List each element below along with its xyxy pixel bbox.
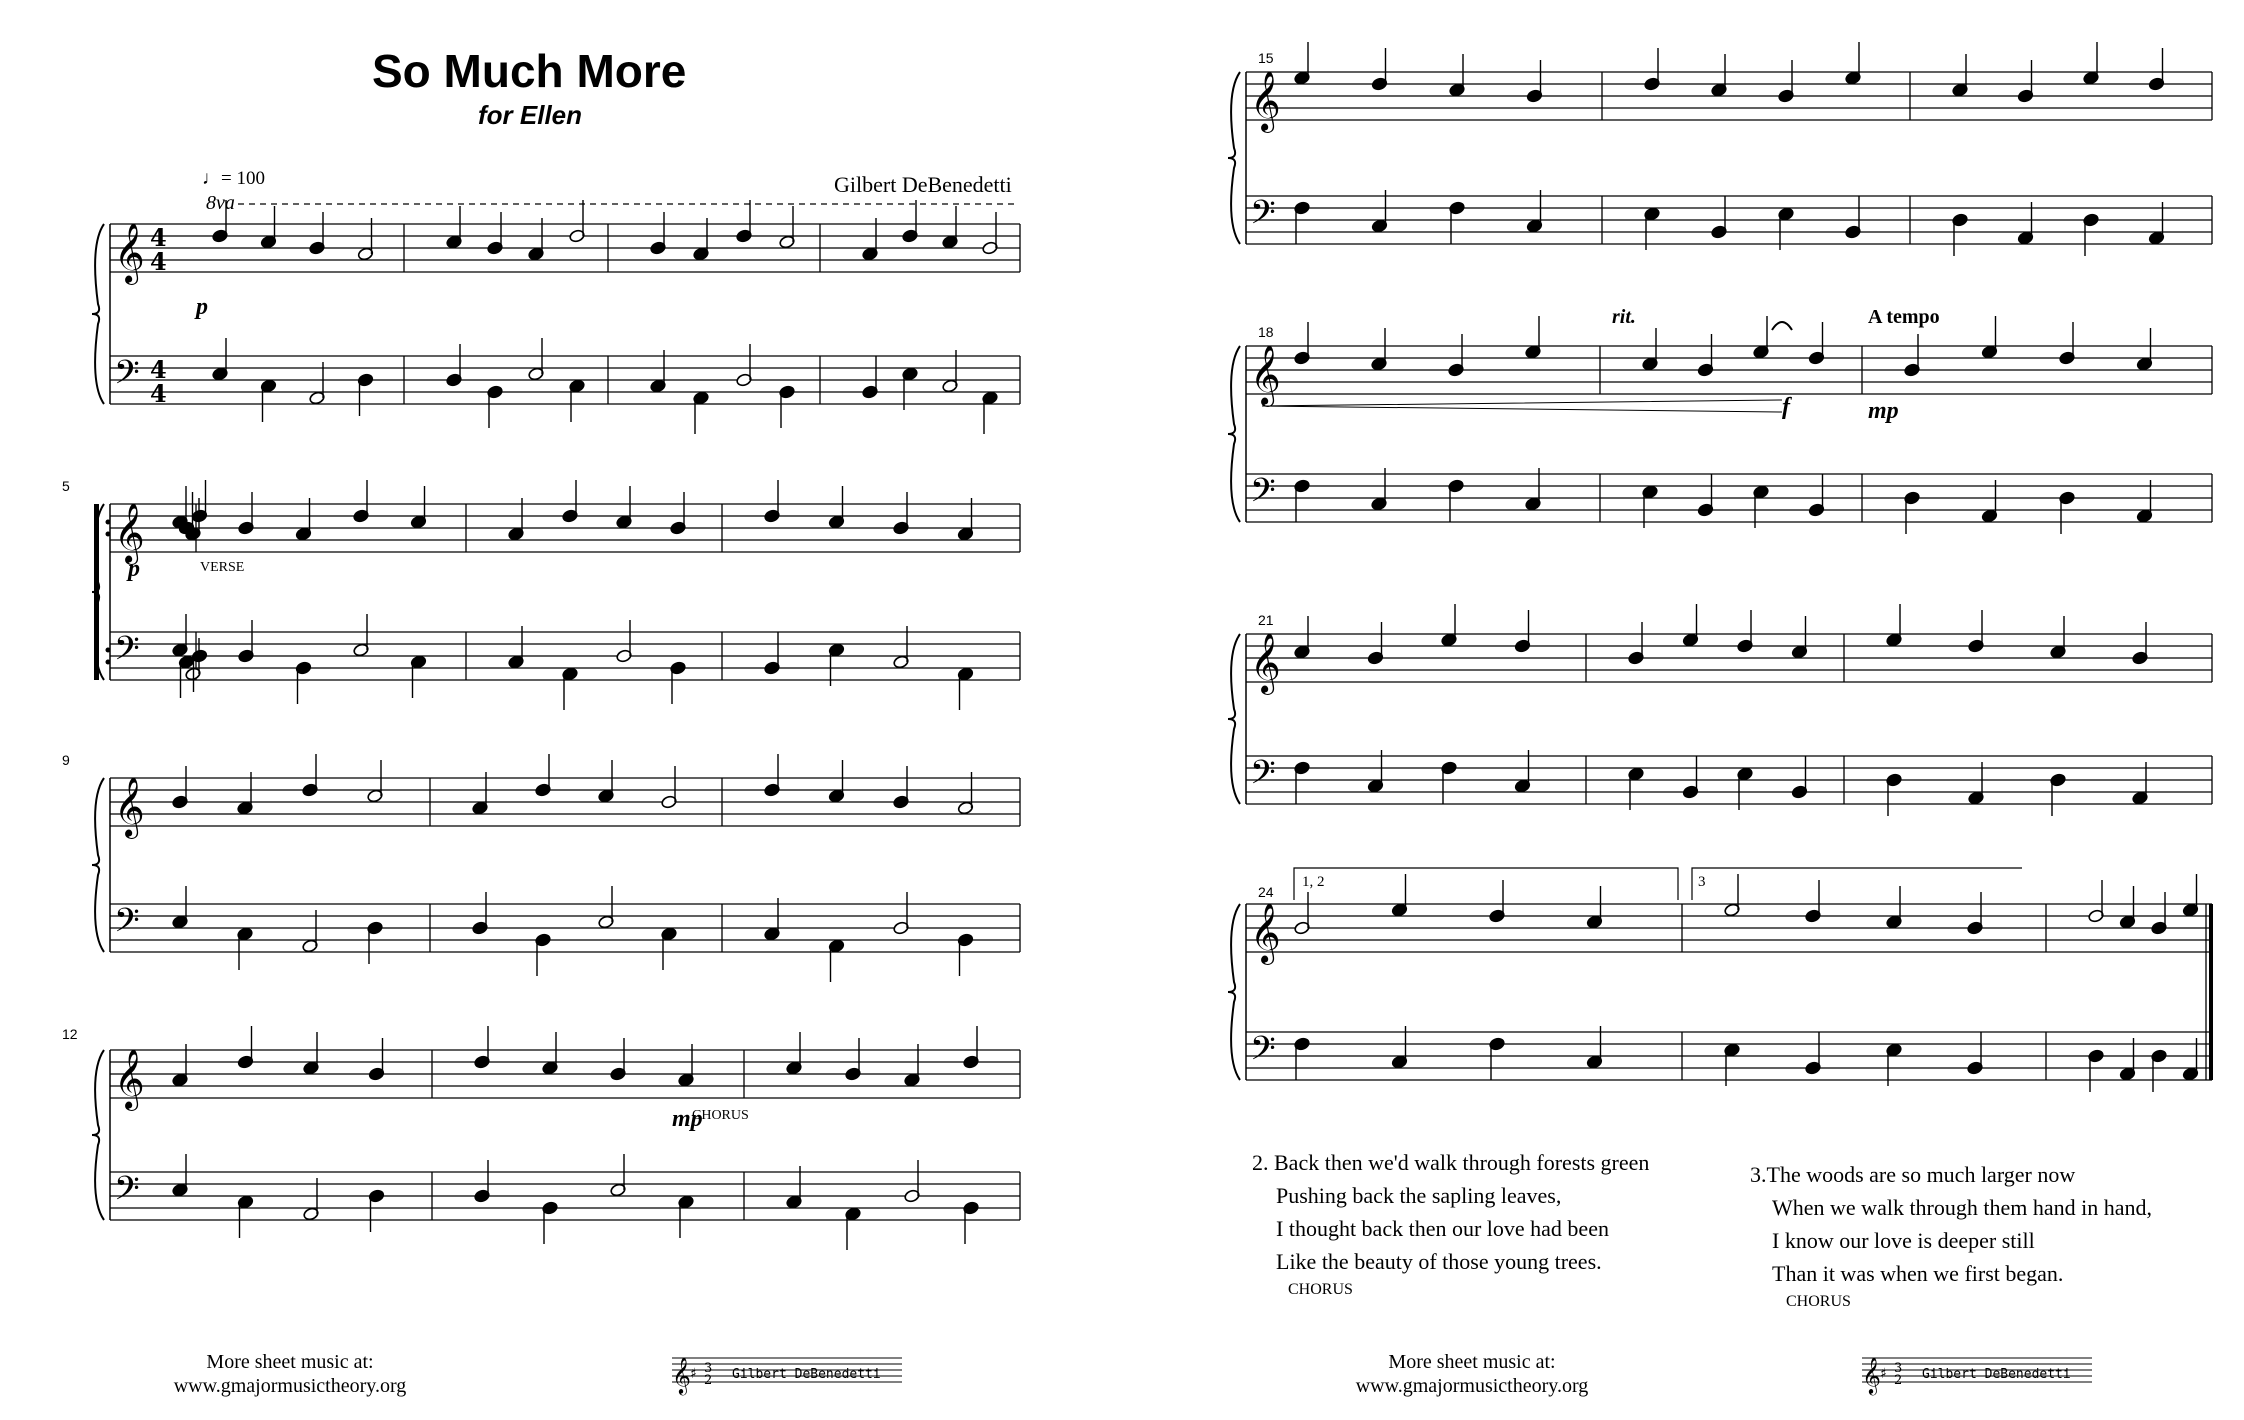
song-title: So Much More xyxy=(372,45,687,97)
repeat-dot xyxy=(106,532,111,537)
repeat-barline xyxy=(94,504,99,680)
verse-chorus-tag: CHORUS xyxy=(1786,1293,1851,1310)
composer-logo xyxy=(672,1348,902,1394)
measure-number: 21 xyxy=(1258,612,1274,628)
bass-clef-icon: 𝄢 xyxy=(1250,472,1276,518)
logo-staff-icon xyxy=(1862,1348,2092,1394)
time-signature: 3 xyxy=(704,1361,713,1376)
verse-line: I thought back then our love had been xyxy=(1276,1216,1609,1241)
composer: Gilbert DeBenedetti xyxy=(834,172,1012,197)
measure-number: 24 xyxy=(1258,884,1274,900)
bass-clef-icon: 𝄢 xyxy=(114,630,140,676)
measure-number: 15 xyxy=(1258,50,1274,66)
footer-link[interactable]: www.gmajormusictheory.org xyxy=(1355,1375,1589,1397)
ending-label: 1, 2 xyxy=(1302,874,1325,890)
treble-clef-icon: 𝄞 xyxy=(1250,71,1281,131)
time-signature: 2 xyxy=(1894,1373,1903,1388)
sharp-icon: ♯ xyxy=(690,1366,697,1382)
repeat-dot xyxy=(106,520,111,525)
verse-chorus-tag: CHORUS xyxy=(1288,1281,1353,1298)
quarter-note-icon: ♩ xyxy=(202,168,221,189)
time-signature: 3 xyxy=(1894,1361,1903,1376)
time-signature: 4 xyxy=(150,355,167,384)
treble-clef-icon: 𝄞 xyxy=(114,223,145,283)
page-right xyxy=(1122,0,2244,1420)
verse-line: The woods are so much larger now xyxy=(1766,1162,2076,1187)
brace-icon xyxy=(1228,904,1240,1080)
measure-number: 12 xyxy=(62,1026,78,1042)
brace-icon xyxy=(92,1050,104,1220)
treble-clef-icon: 𝄞 xyxy=(1250,345,1281,405)
brace-icon xyxy=(92,224,104,404)
time-signature: 2 xyxy=(704,1373,713,1388)
section-label-chorus: CHORUS xyxy=(692,1108,749,1123)
crescendo-hairpin xyxy=(1262,400,1782,412)
treble-clef-icon: 𝄞 xyxy=(1862,1356,1881,1394)
treble-clef-icon: 𝄞 xyxy=(114,503,145,563)
time-signature: 4 xyxy=(150,223,167,252)
bass-clef-icon: 𝄢 xyxy=(1250,1030,1276,1076)
fermata-icon xyxy=(1772,322,1792,330)
verse-line: When we walk through them hand in hand, xyxy=(1772,1195,2153,1220)
brace-icon xyxy=(92,778,104,952)
logo-text: Gilbert DeBenedetti xyxy=(1922,1367,2071,1382)
verse-line: I know our love is deeper still xyxy=(1772,1228,2035,1253)
verse-line: Like the beauty of those young trees. xyxy=(1276,1249,1602,1274)
brace-icon xyxy=(1228,634,1240,804)
bass-clef-icon: 𝄢 xyxy=(114,1170,140,1216)
bass-clef-icon: 𝄢 xyxy=(1250,194,1276,240)
footer-link[interactable]: www.gmajormusictheory.org xyxy=(173,1375,407,1397)
treble-clef-icon: 𝄞 xyxy=(1250,903,1281,963)
time-signature: 4 xyxy=(150,247,167,276)
a-tempo-marking: A tempo xyxy=(1868,306,1940,328)
bass-clef-icon: 𝄢 xyxy=(114,354,140,400)
time-signature: 4 xyxy=(150,379,167,408)
brace-icon xyxy=(1228,72,1240,244)
dynamic-marking: f xyxy=(1782,394,1790,420)
footer-right xyxy=(1332,1350,1612,1398)
treble-clef-icon: 𝄞 xyxy=(1250,633,1281,693)
brace-icon xyxy=(1228,346,1240,522)
measure-number: 18 xyxy=(1258,324,1274,340)
second-ending-bracket xyxy=(1692,868,2022,900)
verse-line: Pushing back the sapling leaves, xyxy=(1276,1183,1562,1208)
section-label-verse: VERSE xyxy=(200,560,245,575)
dynamic-marking: p xyxy=(128,556,140,582)
repeat-dot xyxy=(106,660,111,665)
measure-number: 9 xyxy=(62,752,70,768)
tempo-marking: ♩= 100 xyxy=(202,168,265,189)
logo-text: Gilbert DeBenedetti xyxy=(732,1367,881,1382)
ending-label: 3 xyxy=(1698,874,1706,890)
dynamic-marking: mp xyxy=(672,1106,703,1132)
song-subtitle: for Ellen xyxy=(478,100,583,130)
sharp-icon: ♯ xyxy=(1880,1366,1887,1382)
bass-clef-icon: 𝄢 xyxy=(114,902,140,948)
repeat-dot xyxy=(106,648,111,653)
verse-line: Back then we'd walk through forests green xyxy=(1274,1150,1650,1175)
measure-number: 5 xyxy=(62,478,70,494)
verse-2: 2. Back then we'd walk through forests green Pushing back the sapling leaves, I thought back then our love had been Like the beauty of those young trees. CHORUS xyxy=(1252,1146,1649,1302)
verse-line: Than it was when we first began. xyxy=(1772,1261,2064,1286)
treble-clef-icon: 𝄞 xyxy=(114,1049,145,1109)
footer-text: More sheet music at: xyxy=(1388,1351,1556,1373)
footer-left xyxy=(150,1350,430,1398)
ottava-marking: 8va xyxy=(206,192,235,214)
verse-3: 3.The woods are so much larger now When we walk through them hand in hand, I know our love is deeper still Than it was when we first began. CHORUS xyxy=(1750,1158,2152,1314)
dynamic-marking: p xyxy=(196,294,208,320)
composer-logo xyxy=(1862,1348,2092,1394)
footer-text: More sheet music at: xyxy=(206,1351,374,1373)
treble-clef-icon: 𝄞 xyxy=(114,777,145,837)
first-ending-bracket xyxy=(1294,868,1678,900)
final-barline xyxy=(2209,904,2213,1080)
bass-clef-icon: 𝄢 xyxy=(1250,754,1276,800)
treble-clef-icon: 𝄞 xyxy=(672,1356,691,1394)
rit-marking: rit. xyxy=(1612,306,1636,328)
logo-staff-icon xyxy=(672,1348,902,1394)
dynamic-marking: mp xyxy=(1868,398,1899,424)
